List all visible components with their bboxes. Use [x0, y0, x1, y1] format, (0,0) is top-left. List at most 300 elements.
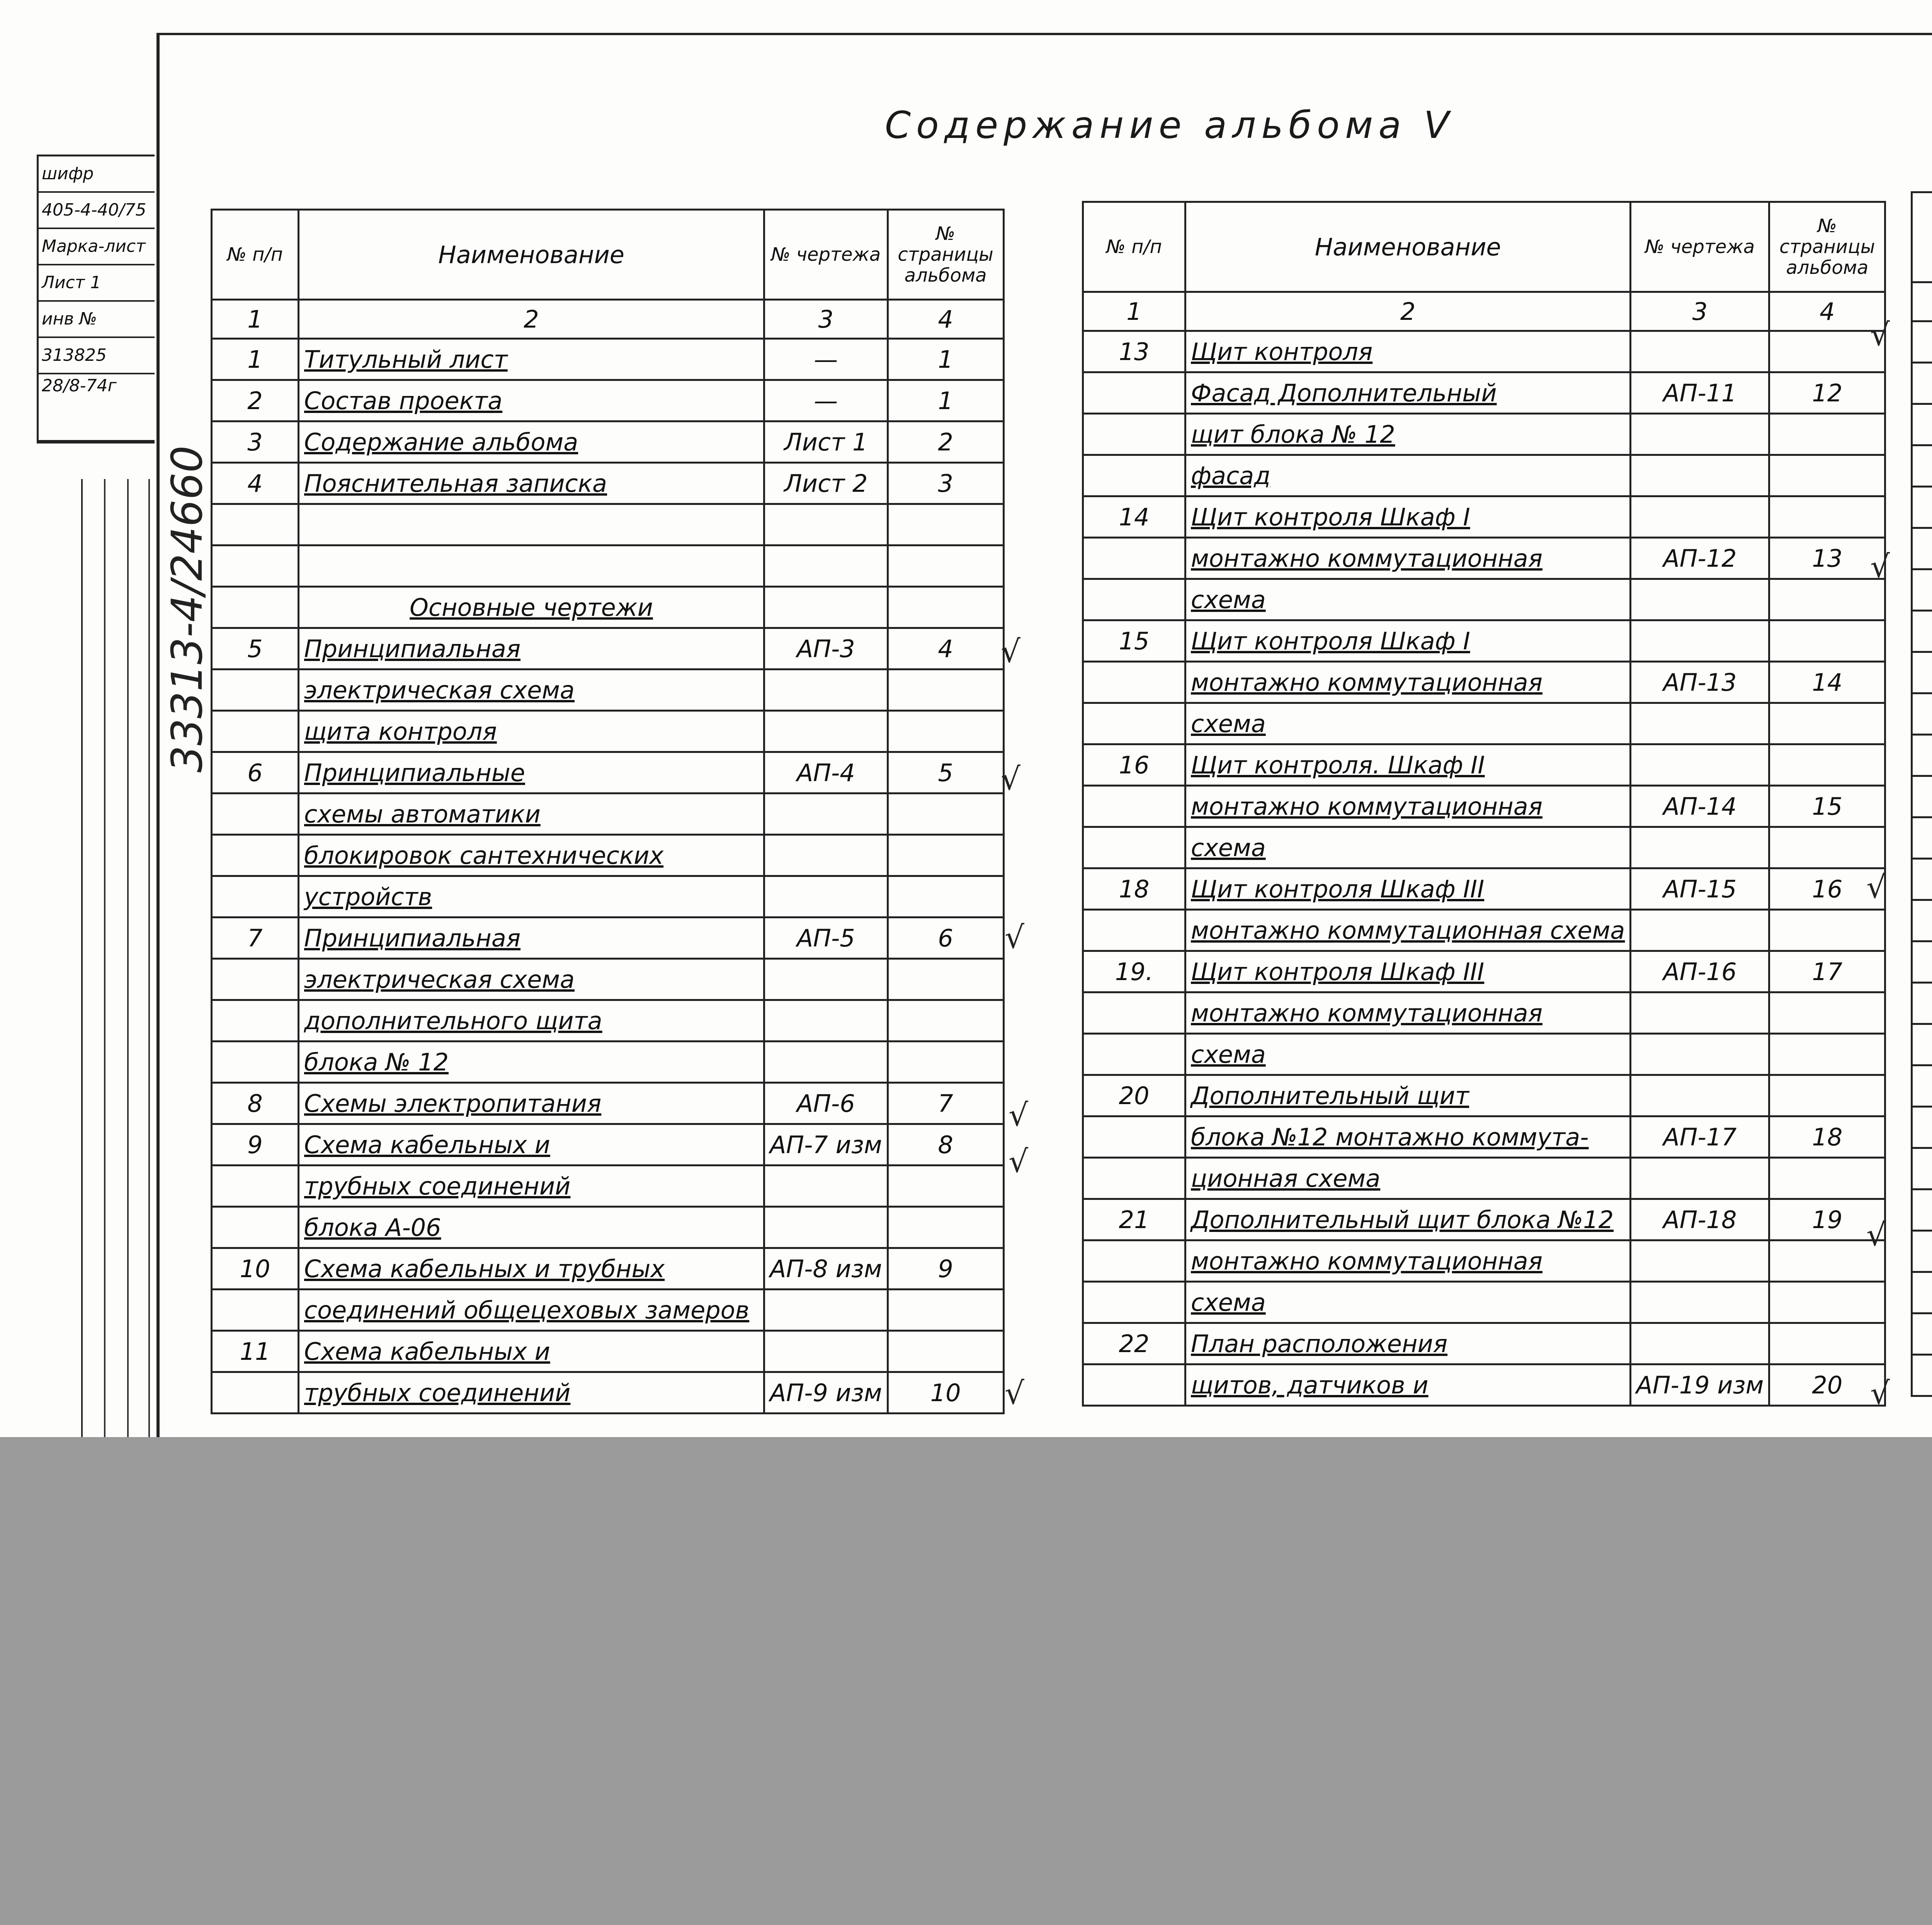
table-row	[212, 876, 1004, 917]
row-name: Щит контроля Шкаф III	[1185, 868, 1631, 910]
row-page: 1	[888, 339, 1003, 380]
row-name: монтажно коммутационная	[1185, 662, 1631, 703]
table-row	[1083, 951, 1885, 992]
contents-table-2	[1082, 201, 1886, 1407]
row-name: Щит контроля	[1185, 331, 1631, 372]
row-page	[1769, 744, 1885, 786]
row-page	[1769, 455, 1885, 496]
row-drawing	[1631, 1323, 1769, 1364]
table-row	[212, 380, 1004, 421]
row-name: блока №12 монтажно коммута-	[1185, 1116, 1631, 1158]
row-drawing: АП-19 изм	[1631, 1364, 1769, 1406]
table-row	[1912, 941, 1932, 983]
row-page: 4	[888, 628, 1003, 669]
row-number	[1912, 1024, 1932, 1065]
row-name: Щит контроля Шкаф I	[1185, 620, 1631, 662]
row-drawing: АП-7 изм	[764, 1124, 888, 1166]
table-row	[1912, 983, 1932, 1024]
row-name	[299, 504, 764, 545]
row-drawing: АП-14	[1631, 786, 1769, 827]
table-row	[1083, 538, 1885, 579]
table-row	[212, 752, 1004, 793]
table-row	[1083, 455, 1885, 496]
row-name: Фасад Дополнительный	[1185, 372, 1631, 414]
row-number: 2	[212, 380, 299, 421]
row-number	[1912, 404, 1932, 445]
table-row	[1912, 1313, 1932, 1355]
row-drawing	[1631, 1282, 1769, 1323]
row-number	[212, 711, 299, 752]
row-drawing	[764, 793, 888, 835]
table-row	[1912, 487, 1932, 528]
row-name: электрическая схема	[299, 959, 764, 1000]
table-row	[1912, 776, 1932, 817]
row-page: 15	[1769, 786, 1885, 827]
row-drawing: АП-9 изм	[764, 1372, 888, 1414]
row-page: 9	[888, 1248, 1003, 1290]
column-index: 2	[1185, 292, 1631, 331]
row-name: Принципиальные	[299, 752, 764, 793]
row-page	[888, 876, 1003, 917]
table-row	[212, 1124, 1004, 1166]
table-row	[212, 1042, 1004, 1083]
row-drawing	[1631, 579, 1769, 620]
table-row	[1083, 662, 1885, 703]
row-drawing	[1631, 744, 1769, 786]
table-row	[1912, 611, 1932, 652]
row-number: 19.	[1083, 951, 1185, 992]
row-number: 10	[212, 1248, 299, 1290]
row-page	[888, 835, 1003, 876]
table-row	[1083, 1364, 1885, 1406]
table-row	[1083, 414, 1885, 455]
check-mark: √	[1005, 1375, 1024, 1411]
row-number	[1912, 1148, 1932, 1189]
row-drawing: Лист 1	[764, 421, 888, 463]
marka-label: Марка-лист	[39, 229, 155, 265]
contents-table-1	[211, 209, 1005, 1414]
row-number	[1083, 827, 1185, 868]
row-number	[1083, 1116, 1185, 1158]
row-number	[1912, 1231, 1932, 1272]
row-number	[1083, 662, 1185, 703]
row-drawing	[764, 1331, 888, 1372]
check-mark: √	[1866, 869, 1886, 905]
check-mark: √	[1009, 1143, 1028, 1179]
table-row	[1912, 1065, 1932, 1107]
row-page	[1769, 331, 1885, 372]
row-page	[888, 1207, 1003, 1248]
row-page	[1769, 579, 1885, 620]
column-index: 4	[888, 300, 1003, 339]
row-page: 12	[1769, 372, 1885, 414]
row-number	[212, 504, 299, 545]
table-row	[212, 711, 1004, 752]
table-row	[212, 1166, 1004, 1207]
table-row	[1083, 910, 1885, 951]
table-row	[1912, 1272, 1932, 1313]
row-name: монтажно коммутационная	[1185, 1240, 1631, 1282]
table-row	[1083, 1240, 1885, 1282]
row-number	[1083, 1364, 1185, 1406]
row-number	[1912, 776, 1932, 817]
column-header-num	[1912, 192, 1932, 282]
row-page	[888, 1290, 1003, 1331]
check-mark: √	[1870, 1375, 1890, 1411]
row-page	[888, 1166, 1003, 1207]
table-row	[1912, 1148, 1932, 1189]
row-drawing	[764, 835, 888, 876]
column-index: 1	[212, 300, 299, 339]
row-number	[1083, 1240, 1185, 1282]
row-number	[1912, 1355, 1932, 1396]
row-page	[888, 1331, 1003, 1372]
row-number: 3	[212, 421, 299, 463]
album-contents-title: Содержание альбома V	[885, 104, 1455, 147]
table-row	[1912, 528, 1932, 569]
row-number: 21	[1083, 1199, 1185, 1240]
row-number	[1083, 1158, 1185, 1199]
table-row	[1912, 569, 1932, 611]
grid-line	[148, 479, 150, 1437]
column-index: 2	[299, 300, 764, 339]
row-name: Принципиальная	[299, 917, 764, 959]
row-name: фасад	[1185, 455, 1631, 496]
row-drawing: АП-8 изм	[764, 1248, 888, 1290]
column-header-name: Наименование	[1185, 202, 1631, 292]
row-name: Титульный лист	[299, 339, 764, 380]
table-row	[1912, 1231, 1932, 1272]
contents-table-3	[1911, 191, 1932, 1397]
row-number	[1912, 1107, 1932, 1148]
row-number	[1912, 1065, 1932, 1107]
row-drawing	[1631, 910, 1769, 951]
row-name: Содержание альбома	[299, 421, 764, 463]
row-name: блока № 12	[299, 1042, 764, 1083]
table-row	[212, 669, 1004, 711]
table-row	[1912, 321, 1932, 363]
table-row	[212, 1331, 1004, 1372]
table-row	[1912, 1355, 1932, 1396]
row-number	[212, 1042, 299, 1083]
row-number	[1083, 703, 1185, 744]
table-row	[1083, 827, 1885, 868]
table-row	[212, 959, 1004, 1000]
row-number: 5	[212, 628, 299, 669]
table-row	[1083, 1282, 1885, 1323]
row-drawing: —	[764, 339, 888, 380]
row-drawing	[1631, 1075, 1769, 1116]
inv-value: 313825	[39, 338, 155, 374]
row-name: Щит контроля Шкаф I	[1185, 496, 1631, 538]
row-number: 18	[1083, 868, 1185, 910]
check-mark: √	[1870, 549, 1890, 584]
row-page: 10	[888, 1372, 1003, 1414]
row-name: щита контроля	[299, 711, 764, 752]
row-name: щитов, датчиков и	[1185, 1364, 1631, 1406]
row-name: Схема кабельных и трубных	[299, 1248, 764, 1290]
row-page: 19	[1769, 1199, 1885, 1240]
side-title-block	[37, 155, 155, 443]
column-header-page: № страницы альбома	[1769, 202, 1885, 292]
table-row	[1083, 786, 1885, 827]
row-drawing: АП-18	[1631, 1199, 1769, 1240]
column-header-drawing: № чертежа	[1631, 202, 1769, 292]
row-name: Щит контроля. Шкаф II	[1185, 744, 1631, 786]
row-number: 9	[212, 1124, 299, 1166]
row-page: 13	[1769, 538, 1885, 579]
archive-reference-number: 33313-4/24660	[162, 445, 212, 773]
row-number	[212, 587, 299, 628]
row-number: 14	[1083, 496, 1185, 538]
table-row	[212, 504, 1004, 545]
row-name: План расположения	[1185, 1323, 1631, 1364]
row-page	[888, 669, 1003, 711]
row-page: 7	[888, 1083, 1003, 1124]
table-row	[1083, 1323, 1885, 1364]
row-drawing: АП-5	[764, 917, 888, 959]
row-page	[888, 587, 1003, 628]
row-name: электрическая схема	[299, 669, 764, 711]
row-name: блокировок сантехнических	[299, 835, 764, 876]
row-page	[888, 711, 1003, 752]
row-page	[888, 1000, 1003, 1042]
row-number	[1083, 414, 1185, 455]
row-number: 8	[212, 1083, 299, 1124]
row-page: 20	[1769, 1364, 1885, 1406]
column-header-num: № п/п	[1083, 202, 1185, 292]
table-row	[212, 793, 1004, 835]
row-page: 16	[1769, 868, 1885, 910]
row-number	[1912, 1272, 1932, 1313]
shifr-value: 405-4-40/75	[39, 193, 155, 229]
table-row	[1083, 1199, 1885, 1240]
table-row	[1083, 1075, 1885, 1116]
row-page	[1769, 620, 1885, 662]
row-number: 20	[1083, 1075, 1185, 1116]
row-name: дополнительного щита	[299, 1000, 764, 1042]
row-number	[1083, 1282, 1185, 1323]
row-number	[1083, 910, 1185, 951]
table-row	[1912, 735, 1932, 776]
row-drawing	[1631, 620, 1769, 662]
row-name: Дополнительный щит	[1185, 1075, 1631, 1116]
row-page	[888, 793, 1003, 835]
row-number	[212, 1207, 299, 1248]
row-name: трубных соединений	[299, 1166, 764, 1207]
column-index: 1	[1083, 292, 1185, 331]
row-number	[1912, 528, 1932, 569]
table-row	[1912, 363, 1932, 404]
row-drawing: АП-3	[764, 628, 888, 669]
row-page	[1769, 1158, 1885, 1199]
column-header-page: № страницы альбома	[888, 210, 1003, 300]
table-row	[1912, 900, 1932, 941]
row-name: Дополнительный щит блока №12	[1185, 1199, 1631, 1240]
row-page: 8	[888, 1124, 1003, 1166]
row-page: 18	[1769, 1116, 1885, 1158]
column-header-drawing: № чертежа	[764, 210, 888, 300]
row-number	[1912, 735, 1932, 776]
row-number	[1912, 859, 1932, 900]
table-row	[212, 463, 1004, 504]
row-drawing: АП-11	[1631, 372, 1769, 414]
table-row	[212, 339, 1004, 380]
row-number	[1083, 538, 1185, 579]
row-drawing	[1631, 414, 1769, 455]
table-row	[1912, 1189, 1932, 1231]
row-page: 17	[1769, 951, 1885, 992]
table-row	[1912, 445, 1932, 487]
grid-line	[127, 479, 129, 1437]
check-mark: √	[1001, 761, 1020, 797]
table-row	[1912, 1107, 1932, 1148]
row-number: 4	[212, 463, 299, 504]
row-drawing: АП-13	[1631, 662, 1769, 703]
table-row	[212, 1207, 1004, 1248]
list-label: Лист 1	[39, 265, 155, 302]
row-number	[1912, 363, 1932, 404]
column-index: 3	[764, 300, 888, 339]
table-row	[212, 421, 1004, 463]
row-drawing	[1631, 827, 1769, 868]
table-row	[1083, 579, 1885, 620]
row-number: 16	[1083, 744, 1185, 786]
table-row	[1912, 1024, 1932, 1065]
row-name: схемы автоматики	[299, 793, 764, 835]
row-page: 14	[1769, 662, 1885, 703]
row-name: монтажно коммутационная	[1185, 538, 1631, 579]
row-number	[1912, 652, 1932, 693]
row-number	[1912, 487, 1932, 528]
row-page: 6	[888, 917, 1003, 959]
row-page: 5	[888, 752, 1003, 793]
row-page	[1769, 1075, 1885, 1116]
row-number	[1083, 579, 1185, 620]
row-page	[1769, 910, 1885, 951]
row-drawing: АП-16	[1631, 951, 1769, 992]
row-number	[212, 835, 299, 876]
row-name: устройств	[299, 876, 764, 917]
row-number	[1912, 445, 1932, 487]
row-name: Принципиальная	[299, 628, 764, 669]
column-header-num: № п/п	[212, 210, 299, 300]
row-name: схема	[1185, 703, 1631, 744]
row-number	[1912, 900, 1932, 941]
scan-bottom-band	[0, 1437, 1932, 1925]
row-drawing	[1631, 1034, 1769, 1075]
table-row	[1912, 859, 1932, 900]
table-row	[1912, 693, 1932, 735]
row-drawing	[764, 711, 888, 752]
grid-line	[104, 479, 105, 1437]
row-number	[1912, 321, 1932, 363]
row-drawing	[1631, 331, 1769, 372]
row-name: Схемы электропитания	[299, 1083, 764, 1124]
row-drawing	[764, 876, 888, 917]
row-page	[1769, 414, 1885, 455]
row-page: 3	[888, 463, 1003, 504]
table-row	[212, 917, 1004, 959]
row-name: щит блока № 12	[1185, 414, 1631, 455]
table-row	[1083, 868, 1885, 910]
table-row	[212, 1000, 1004, 1042]
table-row	[1083, 1116, 1885, 1158]
row-drawing	[764, 1042, 888, 1083]
table-row	[212, 835, 1004, 876]
column-header-name: Наименование	[299, 210, 764, 300]
row-number: 11	[212, 1331, 299, 1372]
row-page	[1769, 496, 1885, 538]
column-index	[1912, 282, 1932, 321]
row-name: схема	[1185, 1034, 1631, 1075]
row-drawing	[764, 1290, 888, 1331]
row-number	[1912, 983, 1932, 1024]
table-row	[212, 628, 1004, 669]
row-drawing: АП-6	[764, 1083, 888, 1124]
row-number	[212, 545, 299, 587]
row-name: блока А-06	[299, 1207, 764, 1248]
row-number	[1912, 1313, 1932, 1355]
row-name: монтажно коммутационная	[1185, 786, 1631, 827]
row-drawing: Лист 2	[764, 463, 888, 504]
row-drawing	[764, 545, 888, 587]
row-page	[888, 1042, 1003, 1083]
row-name: Щит контроля Шкаф III	[1185, 951, 1631, 992]
table-row	[1912, 652, 1932, 693]
row-drawing: АП-4	[764, 752, 888, 793]
row-number	[1083, 455, 1185, 496]
row-name: схема	[1185, 1282, 1631, 1323]
table-row	[1083, 372, 1885, 414]
row-name	[299, 545, 764, 587]
row-number: 7	[212, 917, 299, 959]
row-drawing: —	[764, 380, 888, 421]
row-page	[1769, 992, 1885, 1034]
row-name: Основные чертежи	[299, 587, 764, 628]
check-mark: √	[1870, 317, 1890, 353]
row-drawing	[764, 669, 888, 711]
row-page	[888, 959, 1003, 1000]
row-number	[212, 1166, 299, 1207]
table-row	[1083, 331, 1885, 372]
row-drawing	[764, 959, 888, 1000]
shifr-label: шифр	[39, 156, 155, 193]
row-page	[1769, 827, 1885, 868]
row-number: 13	[1083, 331, 1185, 372]
row-drawing	[1631, 1158, 1769, 1199]
row-drawing	[1631, 992, 1769, 1034]
row-number	[1912, 817, 1932, 859]
side-strip-grid	[81, 479, 152, 1437]
row-number	[1912, 941, 1932, 983]
row-drawing: АП-12	[1631, 538, 1769, 579]
table-row	[1083, 620, 1885, 662]
table-row	[1083, 1034, 1885, 1075]
row-name: монтажно коммутационная	[1185, 992, 1631, 1034]
row-name: монтажно коммутационная схема	[1185, 910, 1631, 951]
row-drawing	[764, 587, 888, 628]
row-page	[1769, 1034, 1885, 1075]
inv-label: инв №	[39, 302, 155, 338]
row-number	[212, 959, 299, 1000]
check-mark: √	[1009, 1097, 1028, 1133]
row-name: схема	[1185, 827, 1631, 868]
row-number	[1912, 1189, 1932, 1231]
row-page	[888, 504, 1003, 545]
row-drawing	[764, 1207, 888, 1248]
row-drawing	[764, 1166, 888, 1207]
